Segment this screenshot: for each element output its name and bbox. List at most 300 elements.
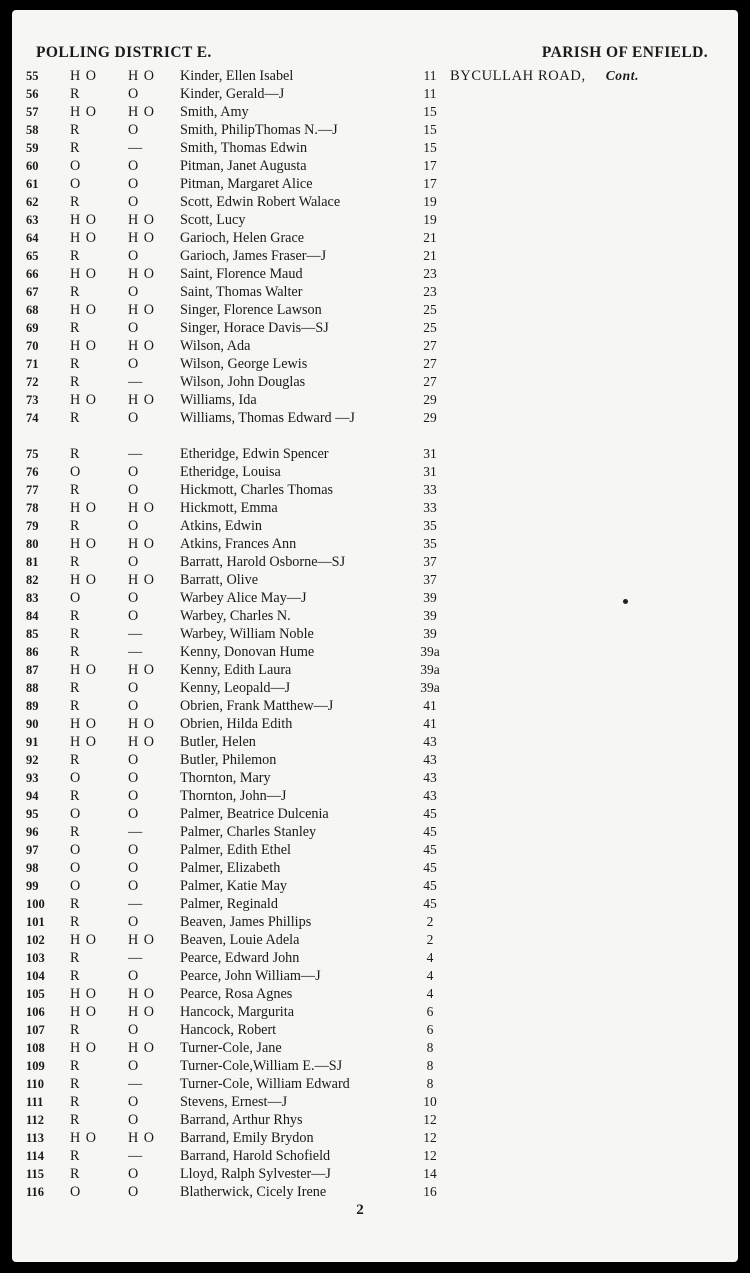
register-row — [12, 1075, 738, 1093]
qualification-1: R — [70, 248, 81, 264]
entry-number: 95 — [26, 807, 39, 821]
qualification-1: R — [70, 122, 81, 138]
register-row — [12, 805, 738, 823]
qualification-2: O — [128, 1166, 140, 1182]
register-row — [12, 1129, 738, 1147]
entry-number: 68 — [26, 303, 39, 317]
qualification-1: H O — [70, 68, 98, 84]
qualification-1: R — [70, 1076, 81, 1092]
qualification-2: O — [128, 806, 140, 822]
qualification-1: H O — [70, 986, 98, 1002]
qualification-1: H O — [70, 500, 98, 516]
register-row — [12, 409, 738, 445]
register-page — [12, 10, 738, 1262]
qualification-2: H O — [128, 68, 156, 84]
register-row — [12, 373, 738, 391]
register-row — [12, 1093, 738, 1111]
house-number: 27 — [423, 338, 437, 353]
qualification-2: — — [128, 950, 144, 966]
house-number: 16 — [423, 1184, 437, 1199]
voter-name: Kinder, Ellen Isabel — [180, 68, 294, 84]
electoral-register-list — [12, 67, 738, 1201]
qualification-2: H O — [128, 302, 156, 318]
voter-name: Wilson, John Douglas — [180, 374, 306, 390]
house-number: 37 — [423, 554, 437, 569]
entry-number: 102 — [26, 933, 45, 947]
qualification-2: H O — [128, 1130, 156, 1146]
house-number: 8 — [426, 1040, 434, 1055]
qualification-2: O — [128, 122, 140, 138]
qualification-1: R — [70, 1112, 81, 1128]
qualification-2: H O — [128, 536, 156, 552]
voter-name: Saint, Thomas Walter — [180, 284, 303, 300]
voter-name: Etheridge, Edwin Spencer — [180, 446, 329, 462]
register-row — [12, 877, 738, 895]
house-number: 2 — [426, 914, 434, 929]
qualification-1: R — [70, 356, 81, 372]
house-number: 39a — [420, 680, 440, 695]
house-number: 12 — [423, 1112, 437, 1127]
voter-name: Barratt, Olive — [180, 572, 259, 588]
house-number: 37 — [423, 572, 437, 587]
voter-name: Beaven, James Phillips — [180, 914, 312, 930]
house-number: 15 — [423, 122, 437, 137]
register-row — [12, 139, 738, 157]
register-row — [12, 1039, 738, 1057]
voter-name: Smith, Thomas Edwin — [180, 140, 308, 156]
house-number: 19 — [423, 194, 437, 209]
house-number: 11 — [423, 86, 437, 101]
house-number: 31 — [423, 464, 437, 479]
house-number: 45 — [423, 806, 437, 821]
polling-district-title: POLLING DISTRICT E. — [36, 44, 212, 61]
qualification-1: H O — [70, 932, 98, 948]
qualification-1: O — [70, 806, 82, 822]
house-number: 4 — [426, 950, 434, 965]
qualification-2: O — [128, 356, 140, 372]
voter-name: Hickmott, Emma — [180, 500, 278, 516]
house-number: 45 — [423, 824, 437, 839]
qualification-2: O — [128, 86, 140, 102]
entry-number: 86 — [26, 645, 39, 659]
register-row — [12, 841, 738, 859]
qualification-1: H O — [70, 266, 98, 282]
qualification-2: H O — [128, 338, 156, 354]
voter-name: Atkins, Frances Ann — [180, 536, 297, 552]
register-row — [12, 985, 738, 1003]
qualification-1: H O — [70, 716, 98, 732]
register-row — [12, 157, 738, 175]
voter-name: Lloyd, Ralph Sylvester—J — [180, 1166, 331, 1182]
qualification-2: O — [128, 194, 140, 210]
qualification-2: O — [128, 284, 140, 300]
qualification-1: R — [70, 824, 81, 840]
qualification-1: R — [70, 482, 81, 498]
entry-number: 111 — [26, 1095, 44, 1109]
entry-number: 97 — [26, 843, 39, 857]
entry-number: 79 — [26, 519, 39, 533]
entry-number: 67 — [26, 285, 39, 299]
register-row — [12, 913, 738, 931]
voter-name: Palmer, Edith Ethel — [180, 842, 291, 858]
qualification-2: O — [128, 770, 140, 786]
entry-number: 91 — [26, 735, 39, 749]
entry-number: 104 — [26, 969, 45, 983]
entry-number: 63 — [26, 213, 39, 227]
qualification-2: O — [128, 1184, 140, 1200]
house-number: 15 — [423, 104, 437, 119]
house-number: 6 — [426, 1004, 434, 1019]
entry-number: 84 — [26, 609, 39, 623]
house-number: 25 — [423, 320, 437, 335]
entry-number: 108 — [26, 1041, 45, 1055]
qualification-2: H O — [128, 572, 156, 588]
qualification-1: R — [70, 194, 81, 210]
voter-name: Palmer, Reginald — [180, 896, 278, 912]
street-heading — [450, 67, 710, 85]
register-row — [12, 679, 738, 697]
voter-name: Hickmott, Charles Thomas — [180, 482, 334, 498]
qualification-1: R — [70, 86, 81, 102]
house-number: 21 — [423, 248, 437, 263]
qualification-1: H O — [70, 1040, 98, 1056]
qualification-1: O — [70, 878, 82, 894]
qualification-2: O — [128, 608, 140, 624]
voter-name: Stevens, Ernest—J — [180, 1094, 288, 1110]
house-number: 19 — [423, 212, 437, 227]
register-row — [12, 481, 738, 499]
voter-name: Warbey, William Noble — [180, 626, 314, 642]
voter-name: Atkins, Edwin — [180, 518, 262, 534]
voter-name: Pitman, Janet Augusta — [180, 158, 307, 174]
qualification-1: R — [70, 914, 81, 930]
register-row — [12, 553, 738, 571]
house-number: 4 — [426, 986, 434, 1001]
house-number: 45 — [423, 842, 437, 857]
qualification-2: O — [128, 698, 140, 714]
voter-name: Barrand, Arthur Rhys — [180, 1112, 303, 1128]
qualification-2: H O — [128, 1040, 156, 1056]
register-row — [12, 1111, 738, 1129]
register-row — [12, 85, 738, 103]
register-row — [12, 1003, 738, 1021]
qualification-1: H O — [70, 230, 98, 246]
register-row — [12, 661, 738, 679]
voter-name: Pearce, Edward John — [180, 950, 300, 966]
house-number: 4 — [426, 968, 434, 983]
qualification-2: H O — [128, 932, 156, 948]
voter-name: Williams, Ida — [180, 392, 257, 408]
qualification-2: O — [128, 158, 140, 174]
voter-name: Thornton, John—J — [180, 788, 287, 804]
house-number: 29 — [423, 410, 437, 425]
qualification-1: R — [70, 1022, 81, 1038]
register-row — [12, 823, 738, 841]
qualification-1: H O — [70, 1130, 98, 1146]
house-number: 11 — [423, 68, 437, 83]
entry-number: 105 — [26, 987, 45, 1001]
voter-name: Scott, Edwin Robert Walace — [180, 194, 341, 210]
qualification-1: O — [70, 464, 82, 480]
entry-number: 80 — [26, 537, 39, 551]
register-row — [12, 751, 738, 769]
register-row — [12, 337, 738, 355]
qualification-2: H O — [128, 392, 156, 408]
house-number: 2 — [426, 932, 434, 947]
house-number: 39 — [423, 608, 437, 623]
register-row — [12, 895, 738, 913]
entry-number: 94 — [26, 789, 39, 803]
qualification-2: O — [128, 788, 140, 804]
voter-name: Hancock, Robert — [180, 1022, 277, 1038]
qualification-2: O — [128, 878, 140, 894]
house-number: 43 — [423, 752, 437, 767]
qualification-2: — — [128, 374, 144, 390]
qualification-2: O — [128, 1094, 140, 1110]
house-number: 39a — [420, 662, 440, 677]
house-number: 39 — [423, 626, 437, 641]
entry-number: 87 — [26, 663, 39, 677]
ink-speck — [623, 599, 628, 604]
register-row — [12, 499, 738, 517]
voter-name: Palmer, Charles Stanley — [180, 824, 317, 840]
voter-name: Wilson, George Lewis — [180, 356, 308, 372]
house-number: 43 — [423, 770, 437, 785]
qualification-2: O — [128, 482, 140, 498]
street-name: BYCULLAH ROAD, — [450, 68, 586, 84]
register-row — [12, 265, 738, 283]
voter-name: Singer, Horace Davis—SJ — [180, 320, 329, 336]
qualification-1: R — [70, 896, 81, 912]
voter-name: Kenny, Leopald—J — [180, 680, 291, 696]
qualification-2: O — [128, 842, 140, 858]
entry-number: 96 — [26, 825, 39, 839]
entry-number: 112 — [26, 1113, 45, 1127]
entry-number: 61 — [26, 177, 39, 191]
register-row — [12, 229, 738, 247]
voter-name: Saint, Florence Maud — [180, 266, 303, 282]
qualification-2: — — [128, 446, 144, 462]
house-number: 39 — [423, 590, 437, 605]
entry-number: 110 — [26, 1077, 45, 1091]
qualification-2: — — [128, 644, 144, 660]
voter-name: Hancock, Margurita — [180, 1004, 294, 1020]
house-number: 17 — [423, 158, 437, 173]
register-row — [12, 571, 738, 589]
qualification-1: H O — [70, 212, 98, 228]
voter-name: Barratt, Harold Osborne—SJ — [180, 554, 346, 570]
entry-number: 74 — [26, 411, 39, 425]
house-number: 33 — [423, 482, 437, 497]
house-number: 43 — [423, 788, 437, 803]
house-number: 33 — [423, 500, 437, 515]
house-number: 41 — [423, 716, 437, 731]
qualification-1: R — [70, 374, 81, 390]
page-header — [36, 44, 708, 66]
qualification-2: — — [128, 626, 144, 642]
house-number: 12 — [423, 1148, 437, 1163]
house-number: 25 — [423, 302, 437, 317]
voter-name: Kenny, Donovan Hume — [180, 644, 315, 660]
entry-number: 114 — [26, 1149, 45, 1163]
qualification-1: H O — [70, 104, 98, 120]
qualification-2: H O — [128, 734, 156, 750]
house-number: 29 — [423, 392, 437, 407]
qualification-2: O — [128, 176, 140, 192]
voter-name: Barrand, Emily Brydon — [180, 1130, 314, 1146]
qualification-1: R — [70, 1148, 81, 1164]
voter-name: Turner-Cole, Jane — [180, 1040, 282, 1056]
qualification-1: R — [70, 644, 81, 660]
entry-number: 71 — [26, 357, 39, 371]
entry-number: 88 — [26, 681, 39, 695]
qualification-2: O — [128, 860, 140, 876]
register-row — [12, 103, 738, 121]
register-row — [12, 175, 738, 193]
voter-name: Turner-Cole,William E.—SJ — [180, 1058, 343, 1074]
qualification-2: O — [128, 590, 140, 606]
entry-number: 85 — [26, 627, 39, 641]
register-row — [12, 967, 738, 985]
qualification-2: O — [128, 752, 140, 768]
voter-name: Singer, Florence Lawson — [180, 302, 322, 318]
qualification-2: H O — [128, 1004, 156, 1020]
qualification-1: R — [70, 950, 81, 966]
entry-number: 64 — [26, 231, 39, 245]
qualification-1: R — [70, 680, 81, 696]
house-number: 45 — [423, 860, 437, 875]
voter-name: Kenny, Edith Laura — [180, 662, 292, 678]
qualification-1: R — [70, 968, 81, 984]
house-number: 35 — [423, 536, 437, 551]
entry-number: 82 — [26, 573, 39, 587]
register-row — [12, 625, 738, 643]
qualification-2: H O — [128, 500, 156, 516]
qualification-2: H O — [128, 212, 156, 228]
qualification-2: O — [128, 410, 140, 426]
qualification-1: O — [70, 158, 82, 174]
entry-number: 92 — [26, 753, 39, 767]
entry-number: 109 — [26, 1059, 45, 1073]
qualification-1: O — [70, 176, 82, 192]
qualification-1: R — [70, 1094, 81, 1110]
register-row — [12, 355, 738, 373]
entry-number: 115 — [26, 1167, 45, 1181]
qualification-1: R — [70, 608, 81, 624]
entry-number: 62 — [26, 195, 39, 209]
house-number: 12 — [423, 1130, 437, 1145]
register-row — [12, 535, 738, 553]
voter-name: Palmer, Beatrice Dulcenia — [180, 806, 329, 822]
qualification-1: R — [70, 1166, 81, 1182]
qualification-1: O — [70, 842, 82, 858]
entry-number: 77 — [26, 483, 39, 497]
voter-name: Blatherwick, Cicely Irene — [180, 1184, 327, 1200]
register-row — [12, 1165, 738, 1183]
register-row — [12, 463, 738, 481]
register-row — [12, 517, 738, 535]
register-row — [12, 607, 738, 625]
qualification-2: O — [128, 1112, 140, 1128]
register-row — [12, 67, 738, 85]
qualification-2: H O — [128, 986, 156, 1002]
qualification-1: H O — [70, 392, 98, 408]
qualification-2: — — [128, 140, 144, 156]
entry-number: 70 — [26, 339, 39, 353]
voter-name: Smith, Amy — [180, 104, 249, 120]
entry-number: 75 — [26, 447, 39, 461]
voter-name: Palmer, Katie May — [180, 878, 287, 894]
voter-name: Pearce, John William—J — [180, 968, 321, 984]
house-number: 39a — [420, 644, 440, 659]
voter-name: Etheridge, Louisa — [180, 464, 281, 480]
voter-name: Palmer, Elizabeth — [180, 860, 281, 876]
qualification-1: R — [70, 626, 81, 642]
entry-number: 90 — [26, 717, 39, 731]
register-row — [12, 301, 738, 319]
entry-number: 73 — [26, 393, 39, 407]
qualification-2: — — [128, 824, 144, 840]
register-row — [12, 193, 738, 211]
voter-name: Scott, Lucy — [180, 212, 246, 228]
register-row — [12, 931, 738, 949]
qualification-1: H O — [70, 536, 98, 552]
entry-number: 81 — [26, 555, 39, 569]
voter-name: Warbey, Charles N. — [180, 608, 291, 624]
qualification-2: O — [128, 1058, 140, 1074]
voter-name: Pitman, Margaret Alice — [180, 176, 313, 192]
street-continued-label: Cont. — [605, 68, 640, 83]
register-row — [12, 247, 738, 265]
entry-number: 55 — [26, 69, 39, 83]
house-number: 8 — [426, 1058, 434, 1073]
entry-number: 101 — [26, 915, 45, 929]
house-number: 31 — [423, 446, 437, 461]
qualification-2: O — [128, 968, 140, 984]
entry-number: 98 — [26, 861, 39, 875]
entry-number: 99 — [26, 879, 39, 893]
entry-number: 78 — [26, 501, 39, 515]
register-row — [12, 445, 738, 463]
qualification-1: R — [70, 446, 81, 462]
qualification-1: O — [70, 590, 82, 606]
page-number: 2 — [356, 1202, 364, 1218]
entry-number: 57 — [26, 105, 39, 119]
qualification-2: H O — [128, 104, 156, 120]
register-row — [12, 391, 738, 409]
entry-number: 60 — [26, 159, 39, 173]
qualification-1: O — [70, 770, 82, 786]
voter-name: Butler, Philemon — [180, 752, 277, 768]
voter-name: Warbey Alice May—J — [180, 590, 307, 606]
register-row — [12, 697, 738, 715]
qualification-2: O — [128, 464, 140, 480]
house-number: 45 — [423, 896, 437, 911]
voter-name: Thornton, Mary — [180, 770, 271, 786]
entry-number: 93 — [26, 771, 39, 785]
qualification-2: O — [128, 320, 140, 336]
entry-number: 116 — [26, 1185, 45, 1199]
qualification-1: R — [70, 1058, 81, 1074]
qualification-1: R — [70, 554, 81, 570]
qualification-2: H O — [128, 716, 156, 732]
entry-number: 69 — [26, 321, 39, 335]
qualification-1: H O — [70, 734, 98, 750]
register-row — [12, 1021, 738, 1039]
qualification-2: H O — [128, 230, 156, 246]
qualification-1: R — [70, 284, 81, 300]
register-row — [12, 1057, 738, 1075]
